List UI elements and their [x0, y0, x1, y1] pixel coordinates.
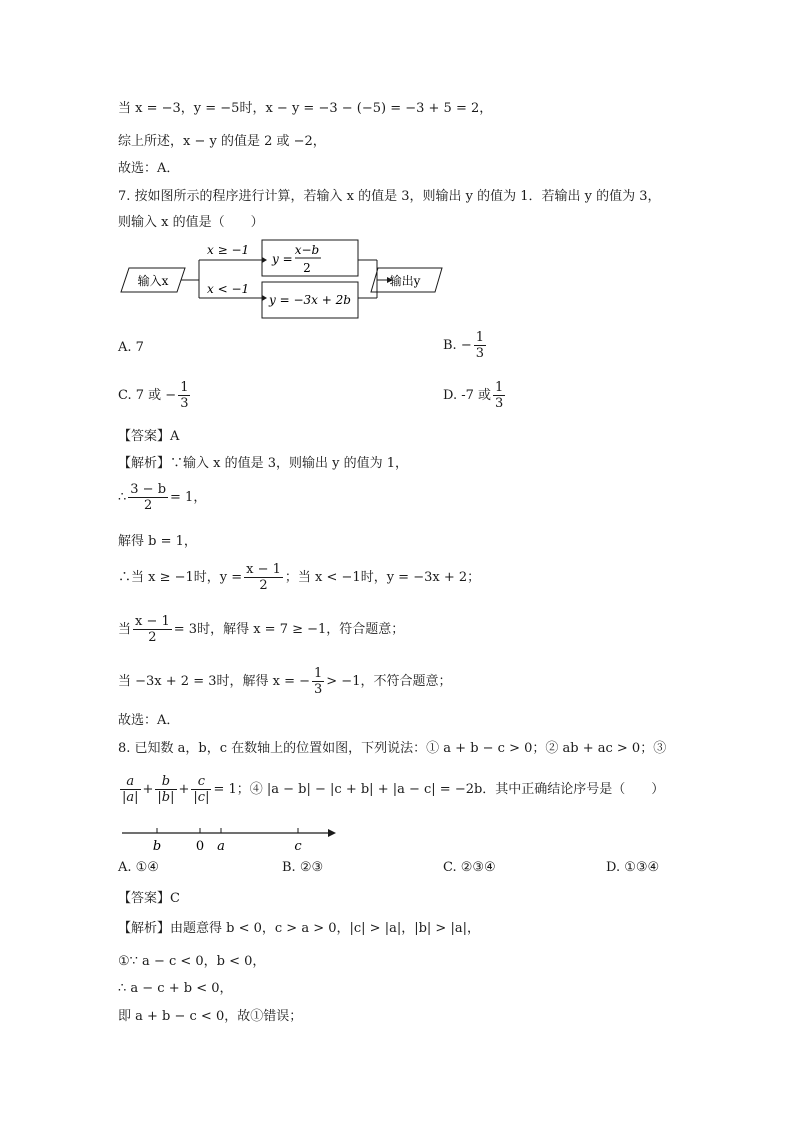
question-7-line1: 7. 按如图所示的程序进行计算，若输入 x 的值是 3，则输出 y 的值为 1．若输出 y 的值为 3，: [118, 189, 661, 204]
answer-8: 【答案】C: [118, 891, 180, 906]
frac2-num: x − 1: [246, 562, 281, 577]
opt-d-num: 1: [495, 380, 504, 395]
option-7-d: [443, 380, 507, 411]
option-7-b-label: B. −: [443, 338, 472, 353]
formula-1-num: x−b: [294, 243, 320, 257]
analysis-7-2: [118, 482, 206, 513]
option-7-d-label: D. -7 或: [443, 388, 492, 403]
analysis-7-1: 【解析】∵输入 x 的值是 3，则输出 y 的值为 1，: [118, 456, 409, 471]
output-label: 输出y: [389, 274, 421, 288]
opt-d-den: 3: [495, 396, 504, 411]
opt-b-den: 3: [475, 346, 484, 361]
frac3-den: 2: [148, 630, 157, 645]
frac3-num: x − 1: [135, 614, 170, 629]
q8-frac-a-num: a: [120, 774, 141, 790]
label-a: a: [217, 839, 225, 854]
l2: 综上所述，x − y 的值是 2 或 −2，: [118, 134, 326, 149]
option-7-a: A. 7: [118, 340, 144, 355]
opt-c-den: 3: [180, 396, 189, 411]
analysis-8-4: 即 a + b − c < 0，故①错误；: [118, 1009, 303, 1024]
analysis-7-5-head: 当: [118, 622, 132, 637]
label-c: c: [294, 839, 302, 854]
formula-2: y = −3x + 2b: [269, 293, 351, 307]
analysis-7-4-tail: ；当 x < −1时，y = −3x + 2；: [284, 570, 481, 585]
q8-frac-b-den: |b|: [157, 790, 175, 805]
option-8-a: A. ①④: [118, 860, 159, 875]
opt-b-num: 1: [475, 330, 484, 345]
question-8-line1: 8. 已知数 a，b，c 在数轴上的位置如图，下列说法：① a + b − c > 0；② ab + ac > 0；③: [118, 741, 667, 756]
option-7-c-label: C. 7 或 −: [118, 388, 177, 403]
label-zero: 0: [195, 839, 205, 854]
analysis-7-2-tail: = 1，: [170, 490, 207, 505]
analysis-7-6: [118, 666, 451, 697]
option-7-c: [118, 380, 192, 411]
option-8-d: D. ①③④: [606, 860, 660, 875]
label-b: b: [152, 839, 162, 854]
frac2-den: 2: [259, 578, 268, 593]
frac4-num: 1: [314, 666, 323, 681]
question-7-line2: 则输入 x 的值是（ ）: [118, 215, 264, 230]
analysis-7-4: [118, 562, 480, 593]
question-8-line2-tail: = 1；④ |a − b| − |c + b| + |a − c| = −2b．其中正确结论序号是（ ）: [213, 782, 665, 797]
number-line: [118, 824, 348, 854]
analysis-7-5-tail: = 3时，解得 x = 7 ≥ −1，符合题意；: [173, 622, 405, 637]
q8-frac-c-den: |c|: [193, 790, 210, 805]
analysis-8-1: 【解析】由题意得 b < 0，c > a > 0，|c| > |a|，|b| > |a|，: [118, 921, 480, 936]
l3: 故选：A．: [118, 161, 180, 176]
frac1-den: 2: [144, 498, 153, 513]
analysis-7-7: 故选：A．: [118, 713, 180, 728]
frac4-den: 3: [314, 682, 323, 697]
analysis-8-2: ①∵ a − c < 0，b < 0，: [118, 954, 266, 969]
condition-ge: x ≥ −1: [207, 243, 250, 257]
analysis-7-3: 解得 b = 1，: [118, 534, 197, 549]
analysis-7-6-tail: > −1，不符合题意；: [326, 674, 452, 689]
analysis-8-3: ∴ a − c + b < 0，: [118, 981, 233, 996]
program-flowchart: [115, 236, 455, 322]
option-7-b: [443, 330, 488, 361]
question-8-line2: $\frac{a}{|a|}$ + $\frac{b}{|b|}$ + $\frac{c}{|c|}$ = 1；④ |a − b| − |c + b| + |a − c| = −2b．其中正确结论序号是（ ）: [122, 774, 665, 805]
analysis-7-5: [118, 614, 404, 645]
formula-1-den: 2: [303, 261, 311, 275]
answer-7: 【答案】A: [118, 429, 180, 444]
q8-frac-a-den: |a|: [122, 790, 139, 805]
formula-1-lhs: y =: [272, 252, 293, 266]
option-8-c: C. ②③④: [443, 860, 496, 875]
condition-lt: x < −1: [207, 282, 250, 296]
analysis-7-6-head: 当 −3x + 2 = 3时，解得 x = −: [118, 674, 310, 689]
input-label: 输入x: [137, 274, 169, 288]
therefore-symbol: ∴: [118, 490, 127, 505]
l1: 当 x = −3，y = −5时，x − y = −3 − (−5) = −3 + 5 = 2，: [118, 101, 493, 116]
frac1-num: 3 − b: [130, 482, 167, 497]
q8-frac-c-num: c: [191, 774, 211, 790]
option-8-b: B. ②③: [282, 860, 324, 875]
q8-frac-b-num: b: [155, 774, 176, 790]
analysis-7-4-head: ∴当 x ≥ −1时，y =: [118, 570, 243, 585]
opt-c-num: 1: [180, 380, 189, 395]
